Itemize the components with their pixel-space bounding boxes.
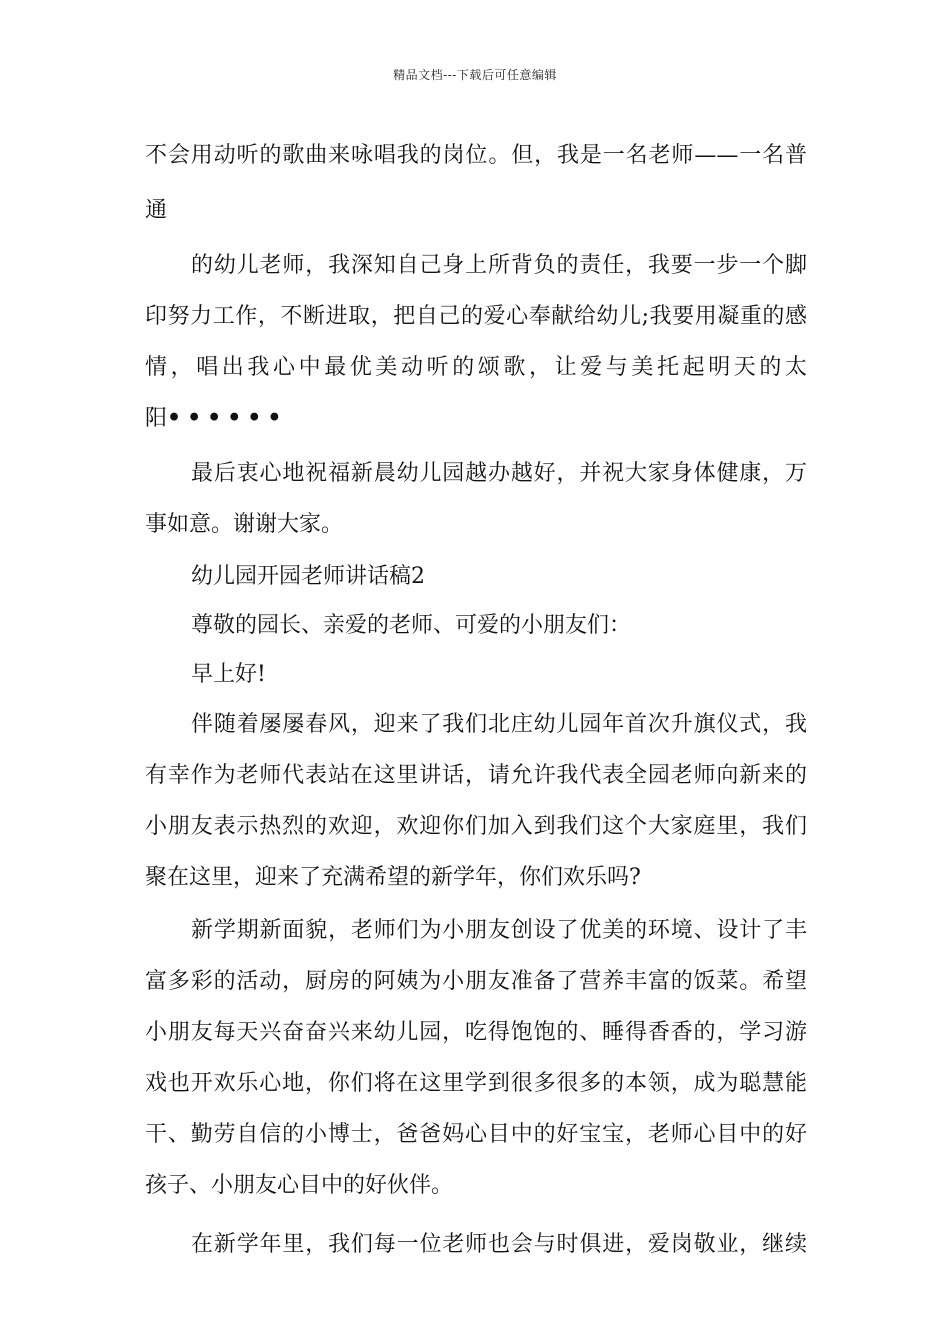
greeting: 早上好! [191,662,266,687]
text-line: 干、勤劳自信的小博士，爸爸妈心目中的好宝宝，老师心目中的好 [145,1122,807,1147]
text-line: 最后衷心地祝福新晨幼儿园越办越好，并祝大家身体健康，万 [191,461,807,486]
text-line: 情，唱出我心中最优美动听的颂歌，让爱与美托起明天的太 [145,355,807,380]
salutation: 尊敬的园长、亲爱的老师、可爱的小朋友们： [191,613,632,638]
text-fragment: 阳 [145,406,168,431]
text-line: 事如意。谢谢大家。 [145,512,344,537]
document-body [145,130,807,1270]
text-line: 通 [145,198,168,223]
text-line: 孩子、小朋友心目中的好伙伴。 [145,1173,454,1198]
text-line: 有幸作为老师代表站在这里讲话，请允许我代表全园老师向新来的 [145,763,807,788]
page-header: 精品文档---下载后可任意编辑 [393,68,557,82]
text-line: 小朋友每天兴奋奋兴来幼儿园，吃得饱饱的、睡得香香的，学习游 [145,1020,807,1045]
text-line: 小朋友表示热烈的欢迎，欢迎你们加入到我们这个大家庭里，我们 [145,814,807,839]
text-line: 富多彩的活动，厨房的阿姨为小朋友准备了营养丰富的饭菜。希望 [145,969,807,994]
ellipsis-dots: •••••• [167,405,288,431]
text-line: 戏也开欢乐心地，你们将在这里学到很多很多的本领，成为聪慧能 [145,1071,807,1096]
text-line: 聚在这里，迎来了充满希望的新学年，你们欢乐吗? [145,865,641,890]
text-line: 不会用动听的歌曲来咏唱我的岗位。但，我是一名老师——一名普 [145,143,807,168]
section-title: 幼儿园开园老师讲话稿2 [191,564,425,589]
text-line: 伴随着屡屡春风，迎来了我们北庄幼儿园年首次升旗仪式，我 [191,712,807,737]
text-line: 的幼儿老师，我深知自己身上所背负的责任，我要一步一个脚 [191,253,807,278]
text-line-with-dots [145,393,807,444]
text-line: 印努力工作，不断进取，把自己的爱心奉献给幼儿;我要用凝重的感 [145,304,807,329]
text-line: 在新学年里，我们每一位老师也会与时俱进，爱岗敬业，继续 [191,1232,807,1257]
text-line: 新学期新面貌，老师们为小朋友创设了优美的环境、设计了丰 [191,918,807,943]
